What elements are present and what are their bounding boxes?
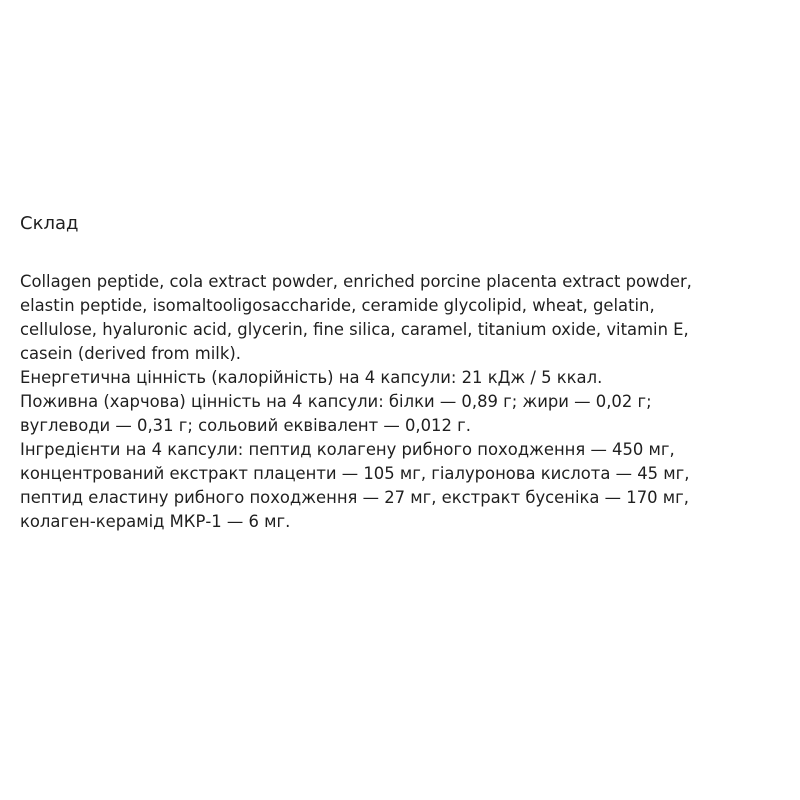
text-line: Енергетична цінність (калорійність) на 4 капсули: 21 кДж / 5 ккал.	[20, 368, 603, 387]
text-line: вуглеводи — 0,31 г; сольовий еквівалент — 0,012 г.	[20, 416, 471, 435]
text-line: Collagen peptide, cola extract powder, enriched porcine placenta extract powder,	[20, 272, 692, 291]
text-line: пептид еластину рибного походження — 27 мг, екстракт бусеніка — 170 мг,	[20, 488, 689, 507]
section-title: Склад	[20, 213, 79, 234]
text-line: Інгредієнти на 4 капсули: пептид колагену рибного походження — 450 мг,	[20, 440, 675, 459]
text-line: Поживна (харчова) цінність на 4 капсули: білки — 0,89 г; жири — 0,02 г;	[20, 392, 652, 411]
text-line: casein (derived from milk).	[20, 344, 241, 363]
composition-section	[20, 211, 790, 534]
text-line: колаген-керамід МКР-1 — 6 мг.	[20, 512, 291, 531]
text-line: cellulose, hyaluronic acid, glycerin, fine silica, caramel, titanium oxide, vitamin E,	[20, 320, 689, 339]
text-line: elastin peptide, isomaltooligosaccharide, ceramide glycolipid, wheat, gelatin,	[20, 296, 655, 315]
text-line: концентрований екстракт плаценти — 105 мг, гіалуронова кислота — 45 мг,	[20, 464, 690, 483]
composition-text	[20, 270, 790, 534]
